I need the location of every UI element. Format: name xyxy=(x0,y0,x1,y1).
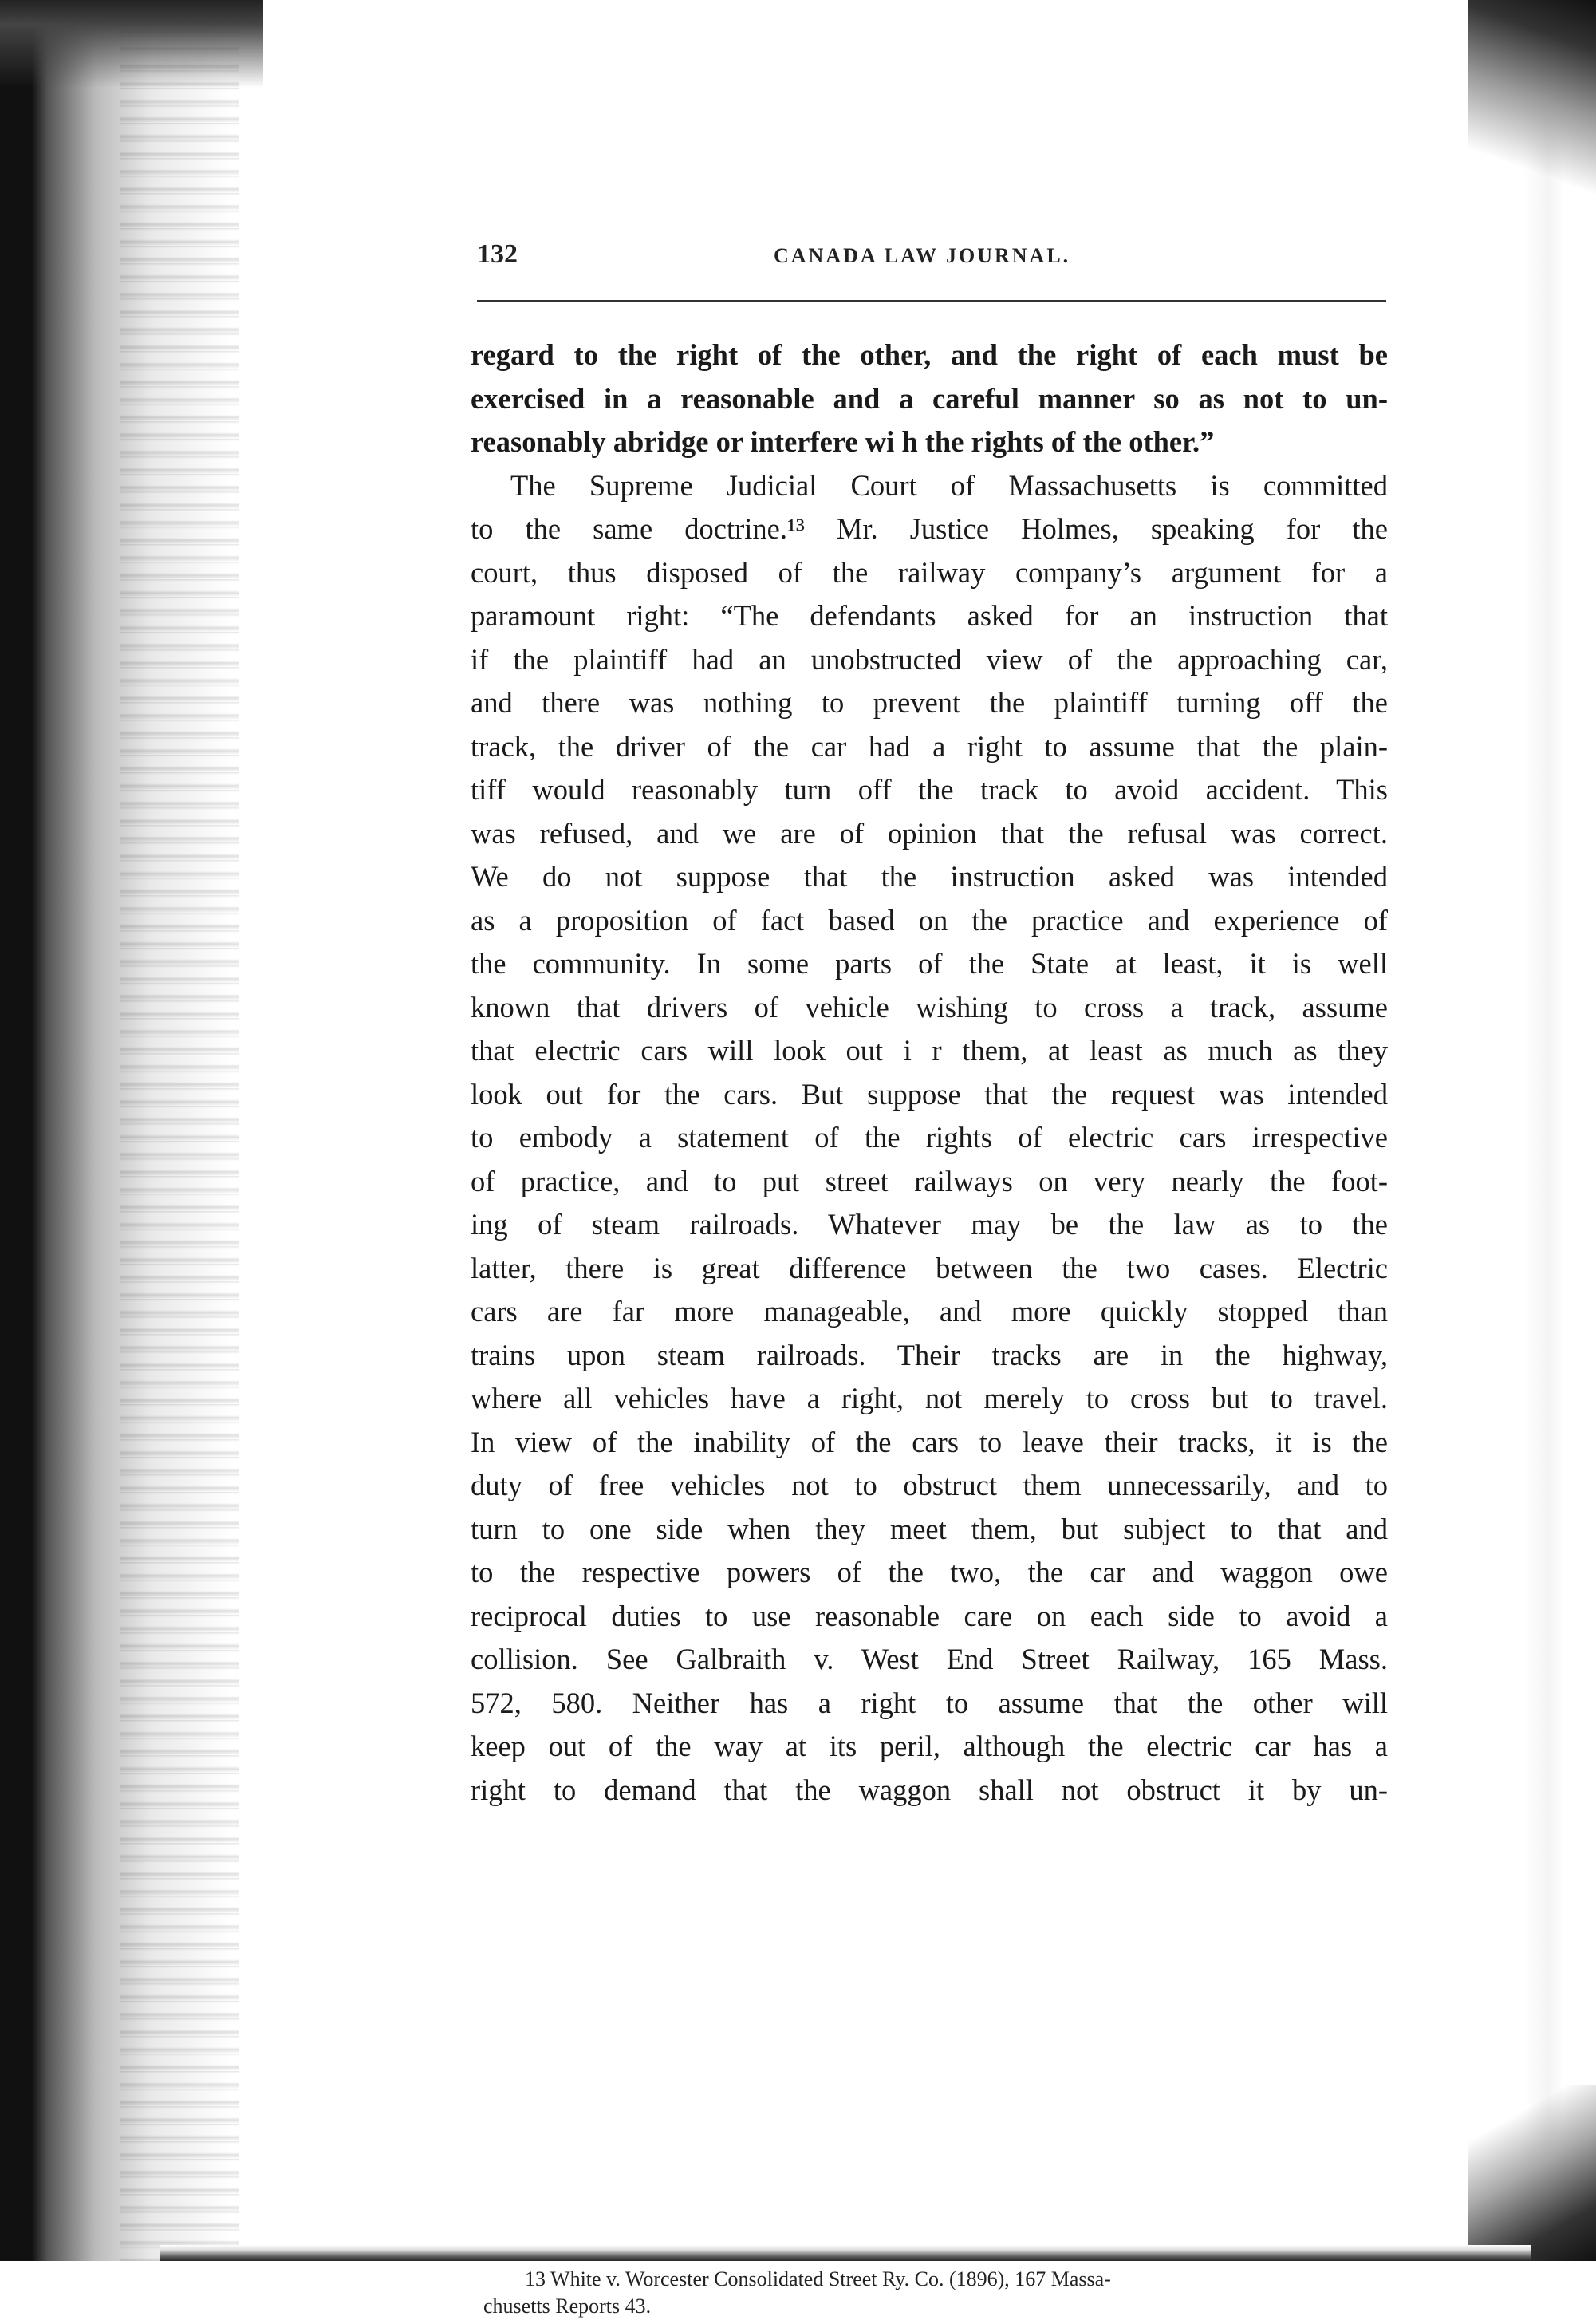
body-line: 572, 580. Neither has a right to assume that the other will xyxy=(471,1686,1388,1719)
scan-right-edge xyxy=(1524,0,1596,2261)
body-line: paramount right: “The defendants asked for an instruction that xyxy=(471,599,1388,632)
body-line: track, the driver of the car had a right to assume that the plain- xyxy=(471,729,1388,763)
body-line: We do not suppose that the instruction asked was intended xyxy=(471,860,1388,893)
body-line: ing of steam railroads. Whatever may be the law as to the xyxy=(471,1208,1388,1241)
scan-binding-noise xyxy=(120,0,239,2261)
body-line: collision. See Galbraith v. West End Street Railway, 165 Mass. xyxy=(471,1643,1388,1675)
document-page xyxy=(471,239,1388,2318)
body-line: if the plaintiff had an unobstructed view of the approaching car, xyxy=(471,642,1388,676)
body-line: tiff would reasonably turn off the track to avoid accident. This xyxy=(471,773,1388,806)
body-line: was refused, and we are of opinion that the refusal was correct. xyxy=(471,816,1388,850)
scan-bottom-right-shadow xyxy=(1468,2085,1596,2261)
page-number: 132 xyxy=(477,239,518,269)
scan-top-left-shadow xyxy=(0,0,263,88)
body-line: and there was nothing to prevent the plaintiff turning off the xyxy=(471,686,1388,719)
body-line: of practice, and to put street railways on very nearly the foot- xyxy=(471,1164,1388,1197)
body-line: exercised in a reasonable and a careful manner so as not to un- xyxy=(471,381,1388,415)
body-line: reciprocal duties to use reasonable care on each side to avoid a xyxy=(471,1599,1388,1632)
body-line: trains upon steam railroads. Their tracks are in the highway, xyxy=(471,1338,1388,1371)
body-line: latter, there is great difference between the two cases. Electric xyxy=(471,1251,1388,1284)
body-line: cars are far more manageable, and more quickly stopped than xyxy=(471,1295,1388,1328)
footnote xyxy=(483,2266,1377,2320)
body-line: to embody a statement of the rights of electric cars irrespective xyxy=(471,1121,1388,1154)
footnote-line: chusetts Reports 43. xyxy=(483,2294,652,2318)
body-line: that electric cars will look out i r them, at least as much as they xyxy=(471,1034,1388,1067)
body-line: The Supreme Judicial Court of Massachusetts is committed xyxy=(510,468,1388,502)
body-line: look out for the cars. But suppose that the request was intended xyxy=(471,1077,1388,1111)
body-text xyxy=(471,333,1388,1812)
body-line: to the respective powers of the two, the car and waggon owe xyxy=(471,1556,1388,1588)
scan-bottom-edge xyxy=(160,2245,1531,2261)
body-line: duty of free vehicles not to obstruct them unnecessarily, and to xyxy=(471,1469,1388,1501)
body-line: turn to one side when they meet them, but subject to that and xyxy=(471,1512,1388,1545)
scan-top-right-shadow xyxy=(1468,0,1596,207)
body-line: the community. In some parts of the State at least, it is well xyxy=(471,947,1388,980)
body-line: right to demand that the waggon shall not obstruct it by un- xyxy=(471,1773,1388,1806)
header-rule xyxy=(477,300,1386,302)
body-line: as a proposition of fact based on the practice and experience of xyxy=(471,903,1388,937)
body-line: regard to the right of the other, and the right of each must be xyxy=(471,338,1388,371)
body-line: reasonably abridge or interfere wi h the rights of the other.” xyxy=(471,425,1215,458)
running-title: CANADA LAW JOURNAL. xyxy=(774,244,1071,267)
body-line: to the same doctrine.¹³ Mr. Justice Holmes, speaking for the xyxy=(471,512,1388,545)
footnote-line: 13 White v. Worcester Consolidated Street Ry. Co. (1896), 167 Massa- xyxy=(525,2267,1111,2290)
body-line: known that drivers of vehicle wishing to cross a track, assume xyxy=(471,990,1388,1024)
body-line: court, thus disposed of the railway company’s argument for a xyxy=(471,555,1388,589)
page-header xyxy=(471,239,1388,279)
body-line: keep out of the way at its peril, although the electric car has a xyxy=(471,1730,1388,1762)
body-line: In view of the inability of the cars to leave their tracks, it is the xyxy=(471,1425,1388,1458)
body-line: where all vehicles have a right, not merely to cross but to travel. xyxy=(471,1382,1388,1414)
